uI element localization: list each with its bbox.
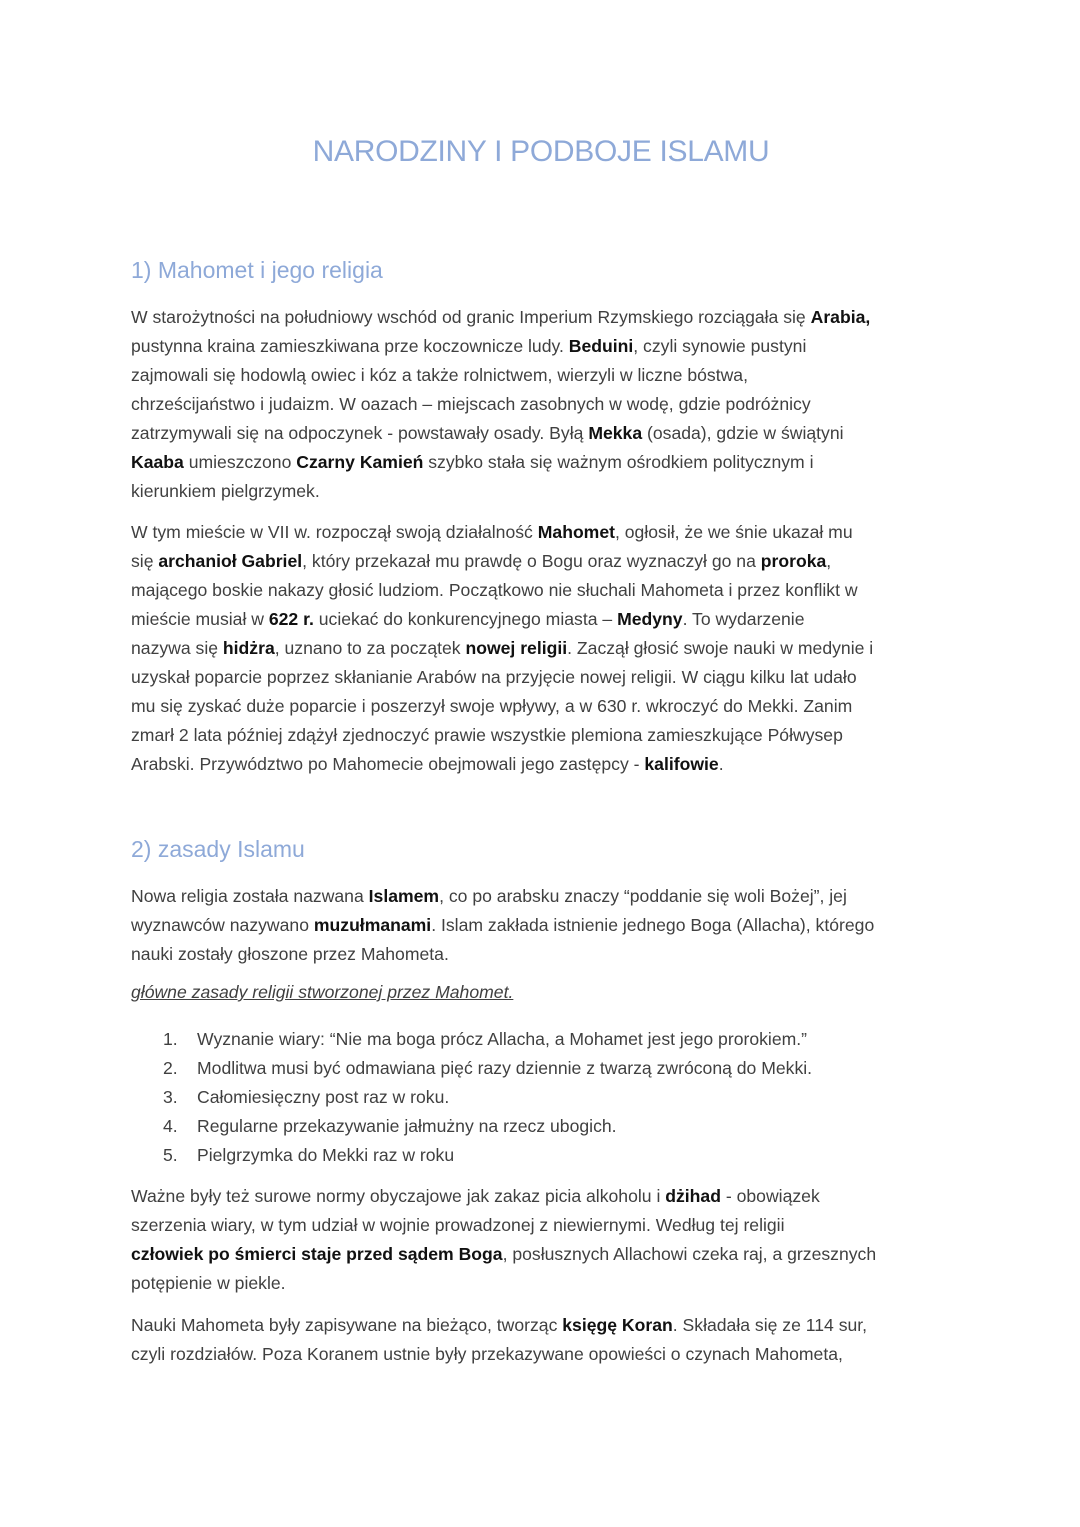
list-item: 3. Całomiesięczny post raz w roku. [163,1087,450,1107]
term-islam: Islamem [368,886,440,906]
paragraph-mahomet: W tym mieście w VII w. rozpoczął swoją działalność Mahomet, ogłosił, że we śnie ukazał mu się archanioł Gabriel, który przekazał mu prawdę o Bogu oraz wyznaczył go na proroka, mającego boskie nakazy głosić ludziom. Początkowo nie słuchali Mahometa i przez konflikt w mieście musiał w 622 r. uciekać do konkurencyjnego miasta – Medyny. To wydarzenie nazywa się hidżra, uznano to za początek nowej religii. Zaczął głosić swoje nauki w medynie i uzyskał poparcie poprzez skłanianie Arabów na przyjęcie nowej religii. W ciągu kilku lat udało mu się zyskać duże poparcie i poszerzył swoje wpływy, a w 630 r. wkroczyć do Mekki. Zanim zmarł 2 lata później zdążył zjednoczyć prawie wszystkie plemiona zamieszkujące Półwysep Arabski. Przywództwo po Mahomecie obejmowali jego zastępcy - kalifowie. [131,522,874,774]
section-heading-zasady: 2) zasady Islamu [131,836,305,862]
term-622: 622 r. [268,609,314,629]
term-koran: księgę Koran [562,1315,673,1335]
term-muzulmanie: muzułmanami [313,915,432,935]
principles-list [163,1025,812,1170]
list-item: 4. Regularne przekazywanie jałmużny na rzecz ubogich. [163,1116,617,1136]
paragraph-arabia: W starożytności na południowy wschód od granic Imperium Rzymskiego rozciągała się Arabia, pustynna kraina zamieszkiwana prze koczownicze ludy. Beduini, czyli synowie pustyni zajmowali się hodowlą owiec i kóz a także rolnictwem, wierzyli w liczne bóstwa, chrześcijaństwo i judaizm. W oazach – miejscach zasobnych w wodę, gdzie podróżnicy zatrzymywali się na odpoczynek - powstawały osady. Byłą Mekka (osada), gdzie w świątyni Kaaba umieszczono Czarny Kamień szybko stała się ważnym ośrodkiem politycznym i kierunkiem pielgrzymek. [131,307,871,501]
term-nowa-religia: nowej religii [465,638,568,658]
paragraph-islam: Nowa religia została nazwana Islamem, co po arabsku znaczy “poddanie się woli Bożej”, jej wyznawców nazywano muzułmanami. Islam zakłada istnienie jednego Boga (Allacha), którego nauki zostały głoszone przez Mahometa. [131,886,875,964]
term-kaaba: Kaaba [131,452,184,472]
term-dzihad: dżihad [665,1186,721,1206]
paragraph-normy: Ważne były też surowe normy obyczajowe jak zakaz picia alkoholu i dżihad - obowiązek szerzenia wiary, w tym udział w wojnie prowadzonej z niewiernymi. Według tej religii człowiek po śmierci staje przed sądem Boga, posłusznych Allachowi czeka raj, a grzesznych potępienie w piekle. [131,1186,877,1293]
principles-subheading: główne zasady religii stworzonej przez Mahomet. [131,982,514,1002]
paragraph-koran: Nauki Mahometa były zapisywane na bieżąco, tworząc księgę Koran. Składała się ze 114 sur, czyli rozdziałów. Poza Koranem ustnie były przekazywane opowieści o czynach Mahometa, [131,1315,868,1364]
list-item: 5. Pielgrzymka do Mekki raz w roku [163,1145,455,1165]
term-kalifowie: kalifowie [644,754,719,774]
term-beduini: Beduini [568,336,634,356]
list-item: 1. Wyznanie wiary: “Nie ma boga prócz Allacha, a Mohamet jest jego prorokiem.” [163,1029,808,1049]
term-arabia: Arabia, [810,307,871,327]
term-mahomet: Mahomet [537,522,615,542]
section-heading-mahomet: 1) Mahomet i jego religia [131,257,383,283]
list-item: 2. Modlitwa musi być odmawiana pięć razy dziennie z twarzą zwróconą do Mekki. [163,1058,813,1078]
term-czarny-kamien: Czarny Kamień [296,452,424,472]
term-gabriel: archanioł Gabriel [158,551,303,571]
term-hidzra: hidżra [222,638,275,658]
term-mekka: Mekka [588,423,643,443]
page-title: NARODZINY I PODBOJE ISLAMU [312,135,770,168]
term-sad-boga: człowiek po śmierci staje przed sądem Boga [131,1244,503,1264]
term-medyna: Medyny [617,609,683,629]
term-prorok: proroka [760,551,827,571]
